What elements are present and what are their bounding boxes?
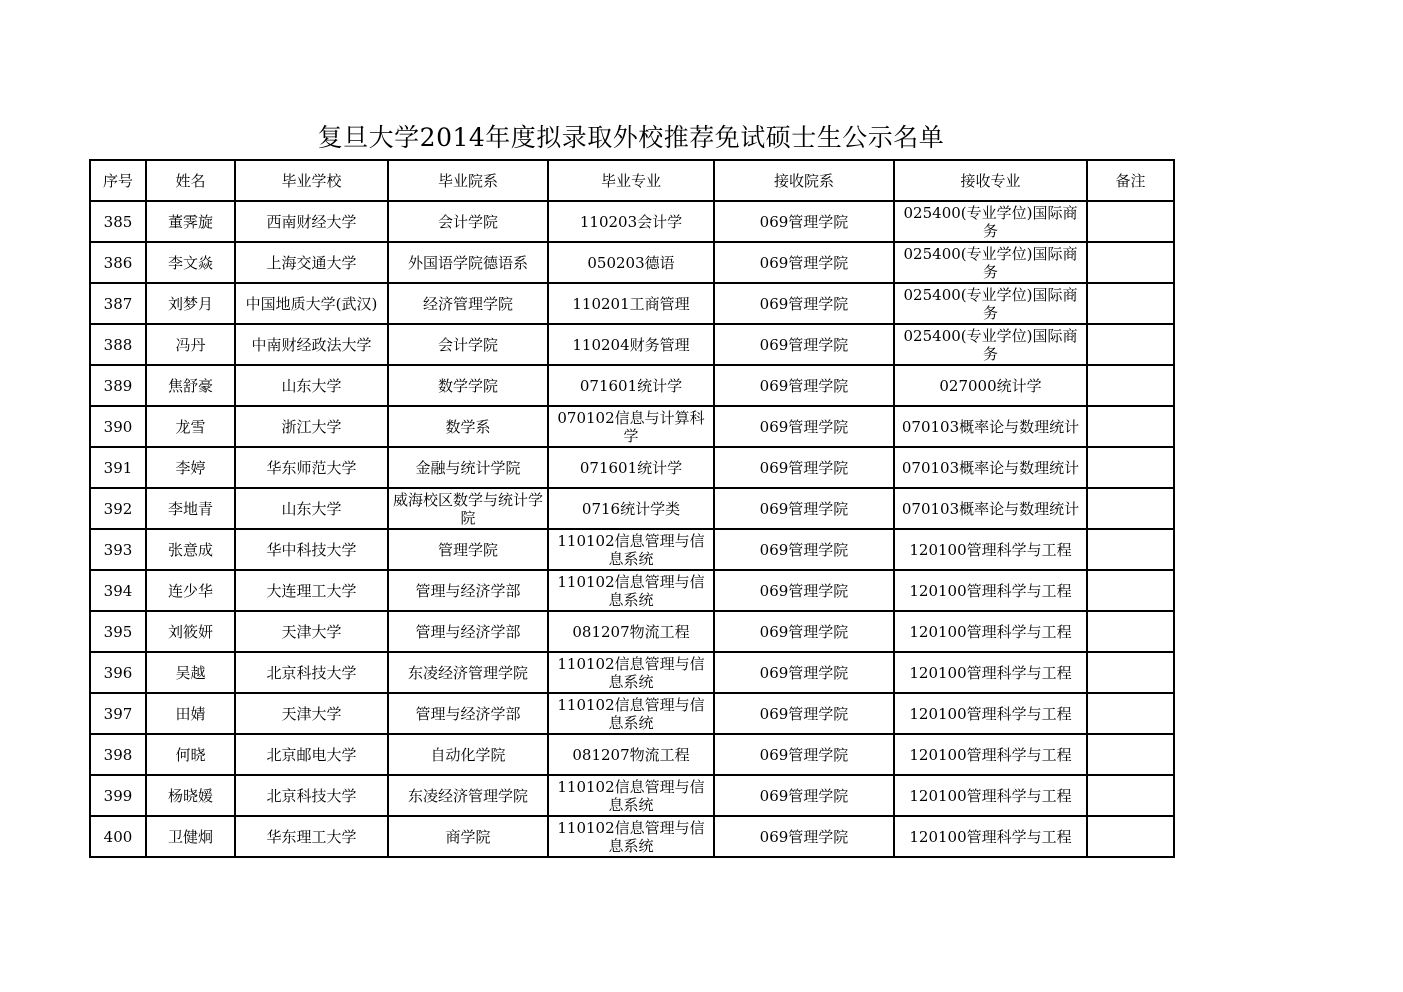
cell-receiving-department: 069管理学院 xyxy=(714,406,894,447)
cell-department: 自动化学院 xyxy=(388,734,548,775)
table-row xyxy=(90,365,1174,406)
cell-department: 管理与经济学部 xyxy=(388,611,548,652)
cell-name: 连少华 xyxy=(146,570,235,611)
cell-index: 385 xyxy=(90,201,146,242)
cell-receiving-department: 069管理学院 xyxy=(714,652,894,693)
cell-major: 0716统计学类 xyxy=(548,488,714,529)
cell-receiving-major: 070103概率论与数理统计 xyxy=(894,488,1087,529)
header-department: 毕业院系 xyxy=(388,160,548,201)
cell-school: 天津大学 xyxy=(235,693,388,734)
cell-name: 杨晓媛 xyxy=(146,775,235,816)
cell-receiving-major: 120100管理科学与工程 xyxy=(894,816,1087,857)
cell-major: 050203德语 xyxy=(548,242,714,283)
cell-index: 399 xyxy=(90,775,146,816)
cell-index: 398 xyxy=(90,734,146,775)
cell-school: 北京科技大学 xyxy=(235,775,388,816)
table-row xyxy=(90,283,1174,324)
cell-index: 389 xyxy=(90,365,146,406)
cell-major: 110102信息管理与信息系统 xyxy=(548,529,714,570)
cell-school: 西南财经大学 xyxy=(235,201,388,242)
header-remarks: 备注 xyxy=(1087,160,1174,201)
cell-receiving-major: 070103概率论与数理统计 xyxy=(894,447,1087,488)
cell-name: 刘筱妍 xyxy=(146,611,235,652)
cell-name: 董霁旋 xyxy=(146,201,235,242)
cell-school: 华东师范大学 xyxy=(235,447,388,488)
cell-receiving-major: 120100管理科学与工程 xyxy=(894,693,1087,734)
cell-school: 华中科技大学 xyxy=(235,529,388,570)
cell-index: 393 xyxy=(90,529,146,570)
cell-major: 071601统计学 xyxy=(548,447,714,488)
cell-index: 388 xyxy=(90,324,146,365)
table-row xyxy=(90,406,1174,447)
cell-index: 387 xyxy=(90,283,146,324)
cell-receiving-department: 069管理学院 xyxy=(714,816,894,857)
cell-school: 上海交通大学 xyxy=(235,242,388,283)
cell-name: 李婷 xyxy=(146,447,235,488)
cell-major: 110102信息管理与信息系统 xyxy=(548,693,714,734)
table-row xyxy=(90,570,1174,611)
cell-name: 李地青 xyxy=(146,488,235,529)
header-name: 姓名 xyxy=(146,160,235,201)
cell-remarks xyxy=(1087,611,1174,652)
cell-name: 冯丹 xyxy=(146,324,235,365)
cell-department: 会计学院 xyxy=(388,324,548,365)
header-index: 序号 xyxy=(90,160,146,201)
cell-school: 华东理工大学 xyxy=(235,816,388,857)
cell-name: 刘梦月 xyxy=(146,283,235,324)
cell-school: 山东大学 xyxy=(235,365,388,406)
table-row xyxy=(90,447,1174,488)
cell-major: 110102信息管理与信息系统 xyxy=(548,570,714,611)
cell-name: 李文焱 xyxy=(146,242,235,283)
cell-remarks xyxy=(1087,283,1174,324)
table-row xyxy=(90,529,1174,570)
cell-department: 威海校区数学与统计学院 xyxy=(388,488,548,529)
cell-school: 浙江大学 xyxy=(235,406,388,447)
cell-school: 中南财经政法大学 xyxy=(235,324,388,365)
cell-index: 390 xyxy=(90,406,146,447)
header-receiving-major: 接收专业 xyxy=(894,160,1087,201)
header-school: 毕业学校 xyxy=(235,160,388,201)
cell-remarks xyxy=(1087,734,1174,775)
cell-receiving-major: 025400(专业学位)国际商务 xyxy=(894,242,1087,283)
cell-major: 081207物流工程 xyxy=(548,611,714,652)
cell-school: 大连理工大学 xyxy=(235,570,388,611)
cell-remarks xyxy=(1087,324,1174,365)
cell-remarks xyxy=(1087,775,1174,816)
cell-receiving-major: 120100管理科学与工程 xyxy=(894,529,1087,570)
cell-name: 何晓 xyxy=(146,734,235,775)
cell-major: 110201工商管理 xyxy=(548,283,714,324)
cell-remarks xyxy=(1087,652,1174,693)
table-row xyxy=(90,734,1174,775)
cell-receiving-department: 069管理学院 xyxy=(714,529,894,570)
table-row xyxy=(90,693,1174,734)
table-body xyxy=(90,201,1174,857)
cell-receiving-major: 120100管理科学与工程 xyxy=(894,734,1087,775)
cell-index: 397 xyxy=(90,693,146,734)
cell-department: 商学院 xyxy=(388,816,548,857)
cell-receiving-department: 069管理学院 xyxy=(714,693,894,734)
cell-department: 数学学院 xyxy=(388,365,548,406)
cell-department: 数学系 xyxy=(388,406,548,447)
cell-remarks xyxy=(1087,365,1174,406)
cell-major: 110102信息管理与信息系统 xyxy=(548,816,714,857)
cell-index: 400 xyxy=(90,816,146,857)
cell-index: 394 xyxy=(90,570,146,611)
cell-major: 081207物流工程 xyxy=(548,734,714,775)
cell-school: 北京邮电大学 xyxy=(235,734,388,775)
cell-remarks xyxy=(1087,529,1174,570)
cell-remarks xyxy=(1087,693,1174,734)
cell-receiving-major: 120100管理科学与工程 xyxy=(894,570,1087,611)
cell-index: 396 xyxy=(90,652,146,693)
cell-receiving-department: 069管理学院 xyxy=(714,324,894,365)
table-row xyxy=(90,775,1174,816)
cell-major: 110204财务管理 xyxy=(548,324,714,365)
cell-receiving-department: 069管理学院 xyxy=(714,775,894,816)
cell-department: 经济管理学院 xyxy=(388,283,548,324)
cell-school: 中国地质大学(武汉) xyxy=(235,283,388,324)
cell-department: 东凌经济管理学院 xyxy=(388,652,548,693)
table-header xyxy=(90,160,1174,201)
cell-remarks xyxy=(1087,447,1174,488)
cell-receiving-major: 070103概率论与数理统计 xyxy=(894,406,1087,447)
cell-receiving-department: 069管理学院 xyxy=(714,201,894,242)
table-row xyxy=(90,816,1174,857)
cell-school: 天津大学 xyxy=(235,611,388,652)
cell-receiving-department: 069管理学院 xyxy=(714,611,894,652)
cell-major: 110203会计学 xyxy=(548,201,714,242)
cell-receiving-major: 027000统计学 xyxy=(894,365,1087,406)
cell-remarks xyxy=(1087,201,1174,242)
cell-receiving-department: 069管理学院 xyxy=(714,283,894,324)
cell-receiving-department: 069管理学院 xyxy=(714,242,894,283)
table-row xyxy=(90,324,1174,365)
cell-name: 张意成 xyxy=(146,529,235,570)
header-receiving-department: 接收院系 xyxy=(714,160,894,201)
cell-index: 395 xyxy=(90,611,146,652)
cell-remarks xyxy=(1087,406,1174,447)
cell-receiving-major: 120100管理科学与工程 xyxy=(894,775,1087,816)
cell-index: 386 xyxy=(90,242,146,283)
cell-department: 金融与统计学院 xyxy=(388,447,548,488)
cell-department: 管理学院 xyxy=(388,529,548,570)
cell-department: 管理与经济学部 xyxy=(388,570,548,611)
cell-receiving-department: 069管理学院 xyxy=(714,488,894,529)
cell-school: 北京科技大学 xyxy=(235,652,388,693)
cell-receiving-major: 025400(专业学位)国际商务 xyxy=(894,324,1087,365)
cell-receiving-major: 025400(专业学位)国际商务 xyxy=(894,201,1087,242)
cell-remarks xyxy=(1087,816,1174,857)
page-title: 复旦大学2014年度拟录取外校推荐免试硕士生公示名单 xyxy=(317,123,945,152)
cell-school: 山东大学 xyxy=(235,488,388,529)
table-row xyxy=(90,652,1174,693)
cell-index: 392 xyxy=(90,488,146,529)
cell-department: 会计学院 xyxy=(388,201,548,242)
cell-name: 龙雪 xyxy=(146,406,235,447)
cell-receiving-department: 069管理学院 xyxy=(714,570,894,611)
cell-index: 391 xyxy=(90,447,146,488)
cell-name: 吴越 xyxy=(146,652,235,693)
cell-department: 东凌经济管理学院 xyxy=(388,775,548,816)
table-row xyxy=(90,201,1174,242)
admission-list-table xyxy=(89,159,1175,858)
cell-receiving-department: 069管理学院 xyxy=(714,365,894,406)
table-row xyxy=(90,488,1174,529)
header-major: 毕业专业 xyxy=(548,160,714,201)
table-row xyxy=(90,242,1174,283)
cell-remarks xyxy=(1087,242,1174,283)
cell-receiving-department: 069管理学院 xyxy=(714,447,894,488)
cell-receiving-department: 069管理学院 xyxy=(714,734,894,775)
table-row xyxy=(90,611,1174,652)
cell-remarks xyxy=(1087,488,1174,529)
cell-department: 管理与经济学部 xyxy=(388,693,548,734)
cell-major: 110102信息管理与信息系统 xyxy=(548,775,714,816)
header-row xyxy=(90,160,1174,201)
cell-major: 071601统计学 xyxy=(548,365,714,406)
cell-name: 卫健炯 xyxy=(146,816,235,857)
cell-receiving-major: 025400(专业学位)国际商务 xyxy=(894,283,1087,324)
cell-receiving-major: 120100管理科学与工程 xyxy=(894,611,1087,652)
cell-receiving-major: 120100管理科学与工程 xyxy=(894,652,1087,693)
cell-major: 070102信息与计算科学 xyxy=(548,406,714,447)
cell-remarks xyxy=(1087,570,1174,611)
cell-name: 田婧 xyxy=(146,693,235,734)
cell-name: 焦舒豪 xyxy=(146,365,235,406)
cell-department: 外国语学院德语系 xyxy=(388,242,548,283)
cell-major: 110102信息管理与信息系统 xyxy=(548,652,714,693)
